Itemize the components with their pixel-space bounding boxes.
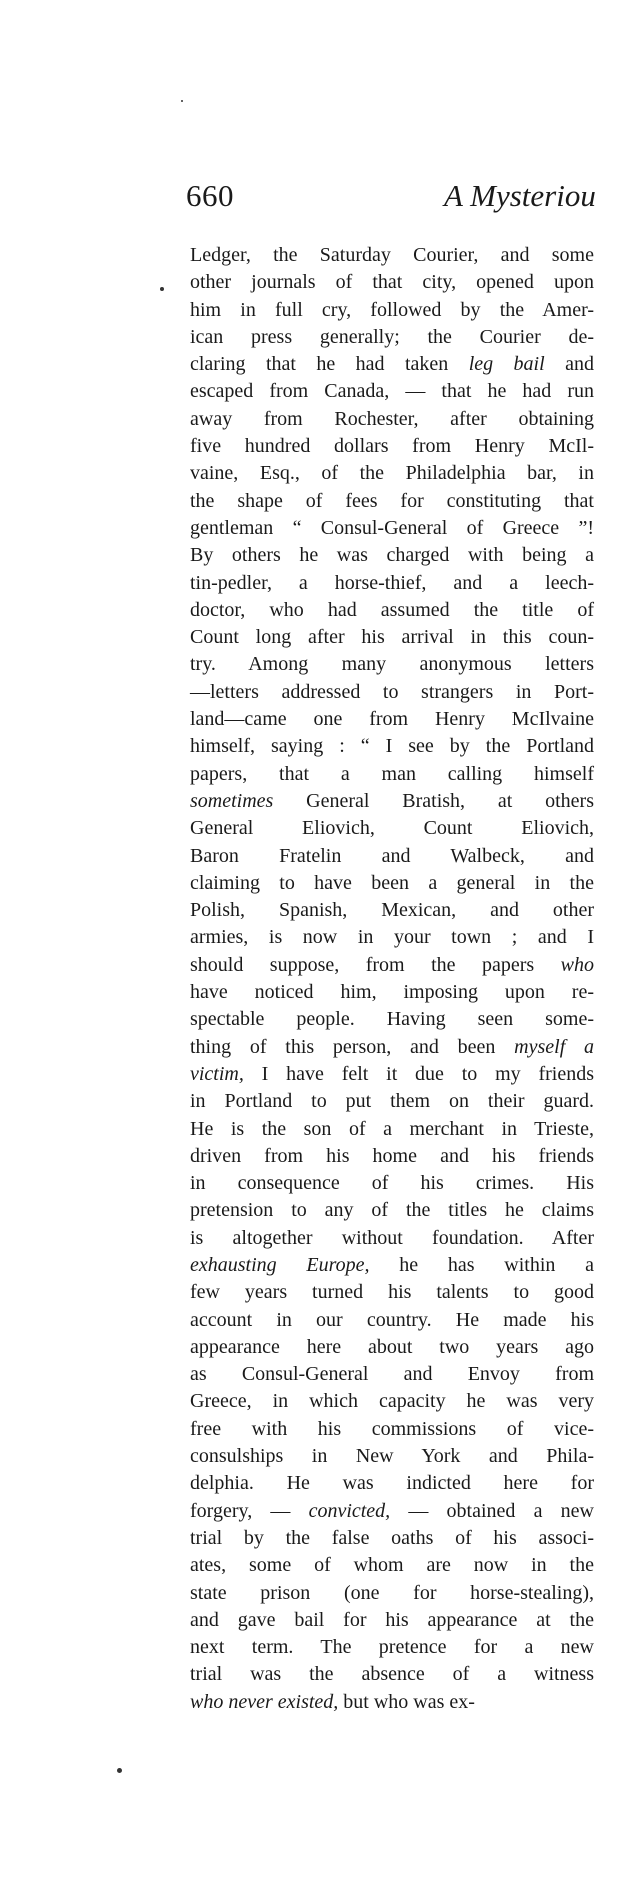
italic-text: who	[560, 953, 594, 976]
text-line	[190, 351, 594, 378]
text-run: By others he was charged with being a	[190, 544, 594, 567]
text-run: ates, some of whom are now in the	[190, 1554, 594, 1577]
text-line	[190, 924, 594, 951]
text-run: He is the son of a merchant in Trieste,	[190, 1117, 594, 1140]
text-line	[190, 651, 594, 678]
text-line	[190, 1088, 594, 1115]
text-line	[190, 1580, 594, 1607]
text-line	[190, 1006, 594, 1033]
text-line	[190, 1252, 594, 1279]
text-run: armies, is now in your town ; and I	[190, 926, 594, 949]
text-line	[190, 1225, 594, 1252]
text-run: forgery, —	[190, 1499, 309, 1522]
text-line	[190, 788, 594, 815]
text-line	[190, 843, 594, 870]
text-line	[190, 733, 594, 760]
text-line	[190, 815, 594, 842]
text-run: Polish, Spanish, Mexican, and other	[190, 899, 594, 922]
italic-text: exhausting Europe,	[190, 1253, 370, 1276]
text-line	[190, 378, 594, 405]
text-run: papers, that a man calling himself	[190, 762, 594, 785]
text-line	[190, 1279, 594, 1306]
text-run: Count long after his arrival in this coun-	[190, 626, 594, 649]
text-line	[190, 624, 594, 651]
text-run: consulships in New York and Phila-	[190, 1445, 594, 1468]
text-line	[190, 1634, 594, 1661]
text-line	[190, 1443, 594, 1470]
margin-speck	[117, 1768, 122, 1773]
text-run: in consequence of his crimes. His	[190, 1172, 594, 1195]
text-run: delphia. He was indicted here for	[190, 1472, 594, 1495]
text-line	[190, 1334, 594, 1361]
text-run: is altogether without foundation. After	[190, 1226, 594, 1249]
text-line	[190, 597, 594, 624]
text-run: — obtained a new	[390, 1499, 594, 1522]
text-run: state prison (one for horse-stealing),	[190, 1581, 594, 1604]
text-run: vaine, Esq., of the Philadelphia bar, in	[190, 462, 594, 485]
text-line	[190, 1170, 594, 1197]
text-line	[190, 1388, 594, 1415]
text-line	[190, 761, 594, 788]
text-run: few years turned his talents to good	[190, 1281, 594, 1304]
text-run: pretension to any of the titles he claims	[190, 1199, 594, 1222]
text-run: the shape of fees for constituting that	[190, 489, 594, 512]
text-run: gentleman “ Consul-General of Greece ”!	[190, 516, 594, 539]
text-line	[190, 1416, 594, 1443]
text-line	[190, 297, 594, 324]
text-run: escaped from Canada, — that he had run	[190, 380, 594, 403]
text-line	[190, 1197, 594, 1224]
text-line	[190, 1116, 594, 1143]
text-line	[190, 1307, 594, 1334]
text-line	[190, 1552, 594, 1579]
text-run: General Bratish, at others	[273, 789, 594, 812]
text-run: I have felt it due to my friends	[243, 1062, 594, 1085]
text-run: Ledger, the Saturday Courier, and some	[190, 244, 594, 266]
text-line	[190, 1498, 594, 1525]
text-line	[190, 979, 594, 1006]
text-run: General Eliovich, Count Eliovich,	[190, 817, 594, 840]
text-line	[190, 570, 594, 597]
text-line	[190, 542, 594, 569]
text-line	[190, 897, 594, 924]
text-run: try. Among many anonymous letters	[190, 653, 594, 676]
text-run: claiming to have been a general in the	[190, 871, 594, 894]
text-run: claring that he had taken	[190, 353, 469, 376]
italic-text: leg bail	[468, 353, 545, 376]
text-run: trial by the false oaths of his associ-	[190, 1526, 594, 1549]
page-number: 660	[186, 178, 234, 213]
text-line	[190, 269, 594, 296]
text-run: other journals of that city, opened upon	[190, 271, 594, 294]
text-run: five hundred dollars from Henry McIl-	[190, 435, 594, 458]
text-run: Greece, in which capacity he was very	[190, 1390, 594, 1413]
running-head: A Mysteriou	[444, 178, 596, 213]
text-line	[190, 488, 594, 515]
text-line	[190, 1689, 594, 1716]
italic-text: convicted,	[308, 1499, 391, 1522]
text-line	[190, 242, 594, 269]
body-text	[190, 242, 594, 1716]
text-line	[190, 1361, 594, 1388]
text-run: trial was the absence of a witness	[190, 1663, 594, 1686]
text-line	[190, 1607, 594, 1634]
text-run: account in our country. He made his	[190, 1308, 594, 1331]
text-line	[190, 433, 594, 460]
text-run: doctor, who had assumed the title of	[190, 598, 594, 621]
text-line	[190, 1061, 594, 1088]
italic-text: sometimes	[190, 789, 274, 812]
italic-text: who never existed,	[190, 1690, 339, 1713]
italic-text: victim,	[190, 1062, 244, 1085]
text-run: should suppose, from the papers	[190, 953, 561, 976]
text-run: and gave bail for his appearance at the	[190, 1608, 594, 1631]
text-line	[190, 952, 594, 979]
text-line	[190, 870, 594, 897]
text-run: he has within a	[369, 1253, 594, 1276]
text-run: driven from his home and his friends	[190, 1144, 594, 1167]
text-run: thing of this person, and been	[190, 1035, 515, 1058]
text-run: appearance here about two years ago	[190, 1335, 594, 1358]
text-run: Baron Fratelin and Walbeck, and	[190, 844, 594, 867]
text-run: and	[544, 353, 594, 376]
text-run: spectable people. Having seen some-	[190, 1008, 594, 1031]
text-line	[190, 1034, 594, 1061]
text-line	[190, 324, 594, 351]
margin-speck	[181, 100, 183, 102]
text-line	[190, 1525, 594, 1552]
text-line	[190, 515, 594, 542]
margin-speck	[160, 287, 164, 291]
text-line	[190, 460, 594, 487]
text-run: have noticed him, imposing upon re-	[190, 981, 594, 1004]
text-run: tin-pedler, a horse-thief, and a leech-	[190, 571, 594, 594]
text-run: free with his commissions of vice-	[190, 1417, 594, 1440]
text-run: him in full cry, followed by the Amer-	[190, 298, 594, 321]
text-line	[190, 406, 594, 433]
text-run: himself, saying : “ I see by the Portland	[190, 735, 594, 758]
text-line	[190, 1661, 594, 1688]
text-run: ican press generally; the Courier de-	[190, 325, 594, 348]
text-line	[190, 706, 594, 733]
text-run: in Portland to put them on their guard.	[190, 1090, 594, 1113]
text-line	[190, 679, 594, 706]
italic-text: myself a	[514, 1035, 595, 1058]
text-run: —letters addressed to strangers in Port-	[190, 680, 594, 703]
text-line	[190, 1470, 594, 1497]
text-run: away from Rochester, after obtaining	[190, 407, 594, 430]
text-run: land—came one from Henry McIlvaine	[190, 708, 594, 731]
text-run: next term. The pretence for a new	[190, 1636, 594, 1659]
text-run: but who was ex-	[338, 1690, 475, 1713]
text-line	[190, 1143, 594, 1170]
text-run: as Consul-General and Envoy from	[190, 1363, 594, 1386]
